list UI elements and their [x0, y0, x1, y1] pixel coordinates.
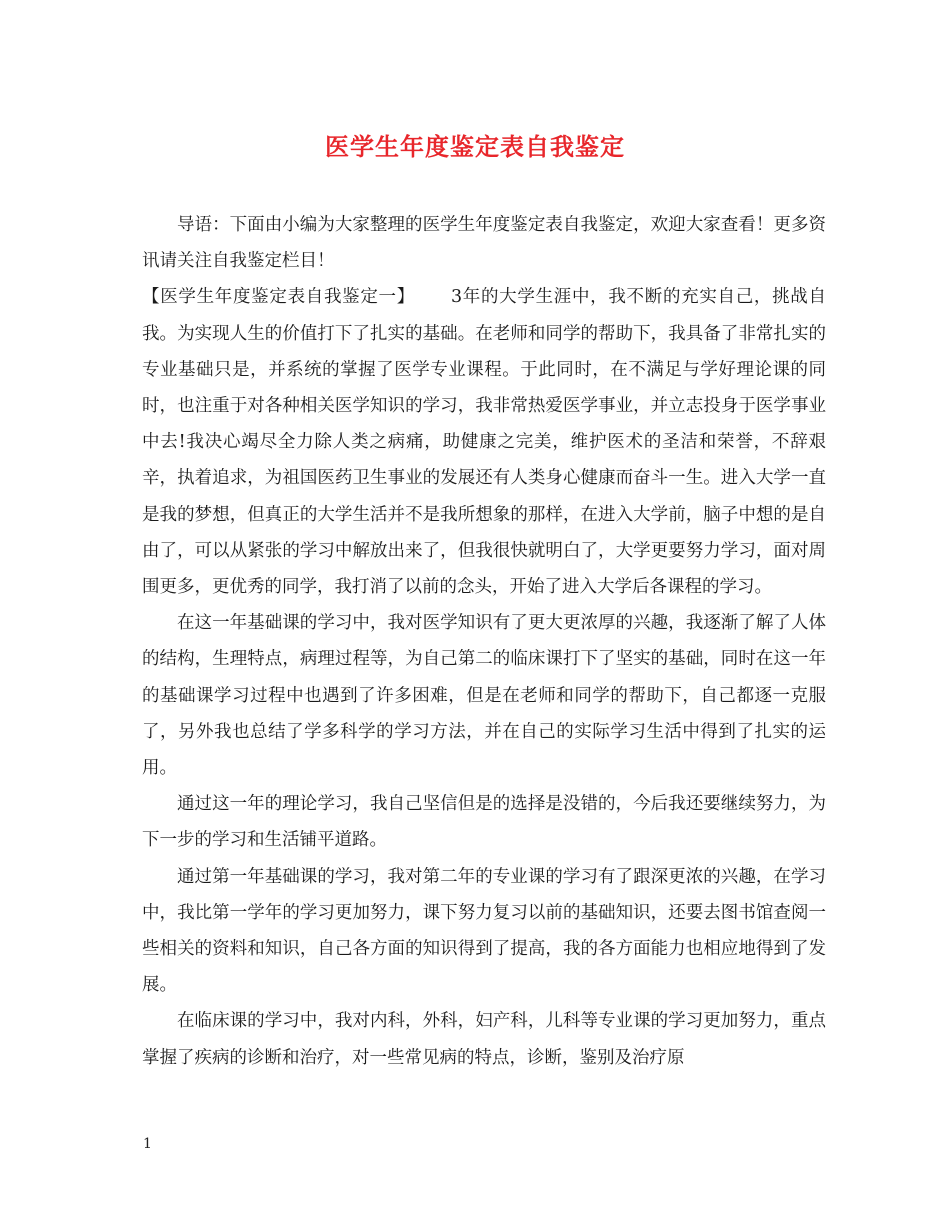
paragraph-3: 通过这一年的理论学习，我自己坚信但是的选择是没错的，今后我还要继续努力，为下一步的学习和生活铺平道路。	[142, 794, 826, 851]
document-title: 医学生年度鉴定表自我鉴定	[325, 132, 625, 161]
intro-paragraph: 导语：下面由小编为大家整理的医学生年度鉴定表自我鉴定，欢迎大家查看！更多资讯请关注自我鉴定栏目！	[142, 215, 826, 272]
page-number: 1	[143, 1136, 152, 1152]
section-heading: 【医学生年度鉴定表自我鉴定一】	[142, 287, 415, 308]
paragraph-5: 在临床课的学习中，我对内科，外科，妇产科，儿科等专业课的学习更加努力，重点掌握了疾病的诊断和治疗，对一些常见病的特点，诊断，鉴别及治疗原	[142, 1011, 826, 1068]
paragraph-4: 通过第一年基础课的学习，我对第二年的专业课的学习有了跟深更浓的兴趣，在学习中，我比第一学年的学习更加努力，课下努力复习以前的基础知识，还要去图书馆查阅一些相关的资料和知识，自己各方面的知识得到了提高，我的各方面能力也相应地得到了发展。	[142, 866, 826, 996]
paragraph-1-text: 3年的大学生涯中，我不断的充实自己，挑战自我。为实现人生的价值打下了扎实的基础。在老师和同学的帮助下，我具备了非常扎实的专业基础只是，并系统的掌握了医学专业课程。于此同时，在不满足与学好理论课的同时，也注重于对各种相关医学知识的学习，我非常热爱医学事业，并立志投身于医学事业中去!我决心竭尽全力除人类之病痛，助健康之完美，维护医术的圣洁和荣誉，不辞艰辛，执着追求，为祖国医药卫生事业的发展还有人类身心健康而奋斗一生。进入大学一直是我的梦想，但真正的大学生活并不是我所想象的那样，在进入大学前，脑子中想的是自由了，可以从紧张的学习中解放出来了，但我很快就明白了，大学更要努力学习，面对周围更多，更优秀的同学，我打消了以前的念头，开始了进入大学后各课程的学习。	[142, 287, 827, 598]
section-1-paragraph	[142, 279, 826, 605]
paragraph-2: 在这一年基础课的学习中，我对医学知识有了更大更浓厚的兴趣，我逐渐了解了人体的结构，生理特点，病理过程等，为自己第二的临床课打下了坚实的基础，同时在这一年的基础课学习过程中也遇到了许多困难，但是在老师和同学的帮助下，自己都逐一克服了，另外我也总结了学多科学的学习方法，并在自己的实际学习生活中得到了扎实的运用。	[142, 613, 826, 779]
document-body	[142, 207, 826, 1076]
